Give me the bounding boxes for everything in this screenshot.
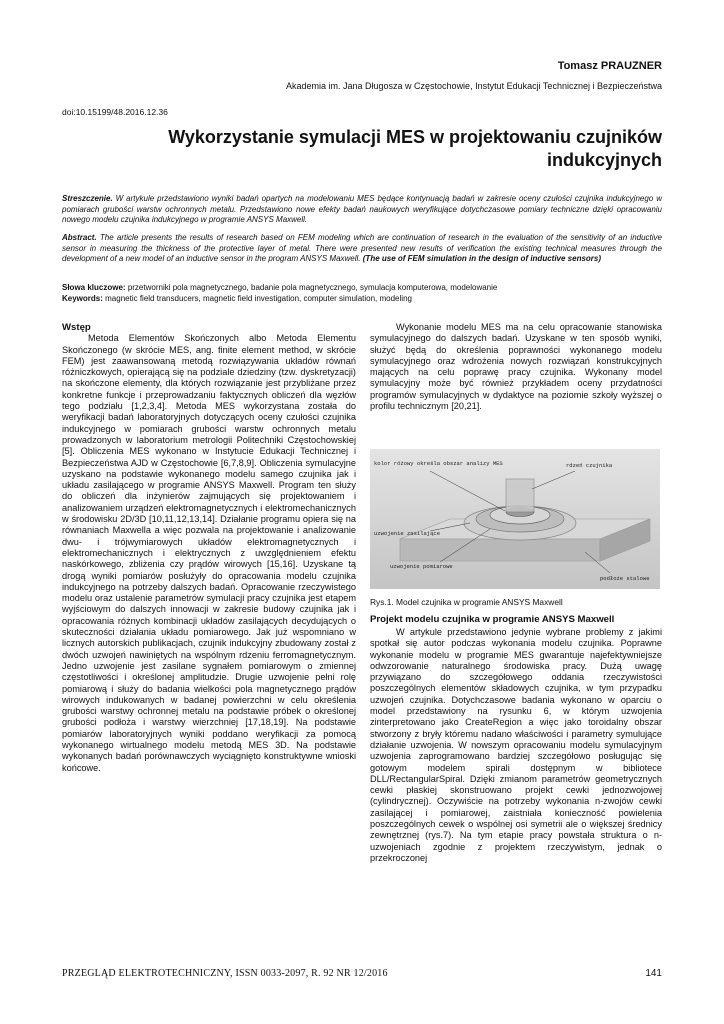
- introduction-text: Metoda Elementów Skończonych albo Metoda Elementu Skończonego (w skrócie MES, ang. finite element method, w skrócie FEM) jest zaawansowaną metodą rozwiązywania układów równań różniczkowych, opierającą się na podziale dziedziny (tzw. dyskretyzacji) na skończone elementy, dla których rozwiązanie jest przybliżane przez konkretne funkcje i przeprowadzaniu faktycznych obliczeń dla węzłów tego podziału [1,2,3,4]. Metoda MES wykorzystana została do weryfikacji badań laboratoryjnych dotyczących oceny czułości czujnika indukcyjnego w pomiarach grubości warstw ochronnych metalu prowadzonych w laboratorium metrologii Politechniki Częstochowskiej [5]. Obliczenia MES wykonano w Instytucie Edukacji Technicznej i Bezpieczeństwa AJD w Częstochowie [6,7,8,9]. Obliczenia symulacyjne uzyskano na podstawie wykonanego modelu samego czujnika jak i układu zasilającego w programie ANSYS Maxwell. Program ten służy do obliczeń dla inżynierów zajmujących się projektowaniem i analizowaniem urządzeń elektromagnetycznych i elektromechanicznych w środowisku 2D/3D [10,11,12,13,14]. Działanie programu opiera się na równaniach Maxwella a więc pozwala na projektowanie i analizowanie dwu- i trójwymiarowych układów elektromagnetycznych i elektromechanicznych i elektrycznych z uwzględnieniem efektu naskórkowego, zbliżenia czy prądów wirowych [15,16]. Uzyskane tą drogą wyniki pomiarów posłużyły do opracowania modelu czujnika indukcyjnego na potrzeby dalszych badań. Opracowanie rzeczywistego modelu oraz ustalenie parametrów symulacji pracy czujnika jest etapem wyjściowym do dalszych innowacji w zakresie budowy czujnika jak i opracowania różnych kombinacji układów zasilających decydujących o skuteczności działania układu pomiarowego. Jak już wspomniano w licznych autorskich publikacjach, czujnik indukcyjny zbudowany został z dwóch uzwojeń nawiniętych na wspólnym rdzeniu ferromagnetycznym. Jedno uzwojenie jest zasilane sygnałem pomiarowym o zmiennej częstotliwości i określonej amplitudzie. Drugie uzwojenie pełni rolę pomiarową i służy do badania wielkości pola magnetycznego prądów wirowych indukowanych w badanej powierzchni w celu określenia grubości warstwy ochronnej metalu na podstawie próbek o określonej grubości podłoża i warstwy wierzchniej [17,18,19]. Na podstawie pomiarów laboratoryjnych wyniki poddano weryfikacji za pomocą wykonanego wirtualnego modelu metodą MES 3D. Na podstawie wykonanych badań porównawczych wyciągnięto konstruktywne wnioski końcowe.: [62, 333, 356, 773]
- keywords-english-text: magnetic field transducers, magnetic field investigation, computer simulation, modeling: [105, 294, 412, 303]
- sensor-model-illustration: [370, 449, 660, 589]
- paper-title: Wykorzystanie symulacji MES w projektowaniu czujników indukcyjnych: [168, 127, 662, 170]
- abstract-english: [62, 233, 662, 265]
- right-intro-text: Wykonanie modelu MES ma na celu opracowanie stanowiska symulacyjnego do dalszych badań. Uzyskane w ten sposób wyniki, służyć będą do określenia poprawności wykonanego modelu symulacyjnego oraz wdrożenia nowych rozwiązań konstrukcyjnych mających na celu poprawę pracy czujnika. Wykonany model symulacyjny może być również przykładem oceny przydatności programów symulacyjnych w dydaktyce na poziomie szkoły wyższej o profilu technicznym [20,21].: [370, 322, 662, 412]
- keywords-polish-label: Słowa kluczowe:: [62, 283, 126, 292]
- section-title-model-design: Projekt modelu czujnika w programie ANSYS Maxwell: [370, 614, 615, 625]
- abstract-polish-text: W artykule przedstawiono wyniki badań opartych na modelowaniu MES będące kontynuacją badań w zakresie oceny czułości czujnika indukcyjnego w pomiarach grubości warstw ochronnych metalu. Przedstawiono nowe efekty badań naukowych weryfikujące dotychczasowe pomiary techniczne dzięki opracowaniu nowego modelu czujnika indukcyjnego w programie ANSYS Maxwell.: [62, 194, 662, 225]
- right-column-intro: [370, 322, 662, 412]
- label-sensor-core: rdzeń czujnika: [566, 462, 613, 469]
- sensor-model-figure: [370, 449, 660, 589]
- author-name: Tomasz PRAUZNER: [557, 60, 662, 72]
- author-affiliation: Akademia im. Jana Długosza w Częstochowie, Instytut Edukacji Technicznej i Bezpieczeństwa: [285, 81, 662, 91]
- footer-journal: PRZEGLĄD ELEKTROTECHNICZNY, ISSN 0033-2097, R. 92 NR 12/2016: [62, 968, 388, 979]
- label-analysis-region: kolor różowy określa obszar analizy MES: [374, 460, 503, 467]
- keywords-english-label: Keywords:: [62, 294, 103, 303]
- abstract-polish-label: Streszczenie.: [62, 194, 113, 203]
- model-design-text: W artykule przedstawiono jedynie wybrane problemy z jakimi spotkał się autor podczas wykonania modelu czujnika. Poprawne wykonanie modelu w programie MES gwarantuje najefektywniejsze odwzorowanie naturalnego środowiska pracy. Dużą uwagę przywiązano do szczegółowego oddania rzeczywistości poszczególnych elementów składowych czujnika, w tym przypadku uzwojeń czujnika. Dotychczasowe badania wykonano w oparciu o model przedstawiony na rysunku 6, w którym uzwojenia zinterpretowano jako CreateRegion a więc jako toroidalny obszar stworzony z bryły któremu nadano właściwości i parametry symulujące działanie uzwojenia. W nowszym opracowaniu modelu symulacyjnym uzwojenia zaprogramowano bardziej szczegółowo posługując się gotowym modelem spirali dostępnym w bibliotece DLL/RectangularSpiral. Dzięki zmianom parametrów geometrycznych cewki płaskiej skonstruowano projekt cewki jednozwojowej (cylindrycznej). Oczywiście na potrzeby wykonania n-zwojów cewki zasilającej i pomiarowej, zaistniała konieczność powielenia poszczególnych cewek o wspólnej osi symetrii ale o większej średnicy zewnętrznej (rys.7). Na tym etapie pracy powstała struktura o n-uzwojeniach zgodnie z projektem rzeczywistym, jednak o przekroczonej: [370, 627, 662, 863]
- core-column: [506, 479, 534, 512]
- abstract-english-title: (The use of FEM simulation in the design of inductive sensors): [362, 254, 602, 264]
- label-measuring-winding: uzwojenie pomiarowe: [390, 563, 453, 570]
- page-number: 141: [645, 968, 662, 979]
- label-steel-base: podłoże stalowe: [600, 575, 650, 582]
- keywords-polish: [62, 283, 662, 294]
- steel-base-front: [400, 539, 600, 561]
- abstract-polish: [62, 194, 662, 226]
- keywords-english: [62, 294, 662, 305]
- keywords-polish-text: przetworniki pola magnetycznego, badanie pola magnetycznego, symulacja komputerowa, modelowanie: [127, 283, 498, 292]
- figure-caption: Rys.1. Model czujnika w programie ANSYS Maxwell: [370, 597, 563, 607]
- doi[interactable]: doi:10.15199/48.2016.12.36: [62, 107, 168, 117]
- section-title-introduction: Wstęp: [62, 322, 91, 333]
- abstract-english-label: Abstract.: [62, 233, 97, 242]
- label-supply-winding: uzwojenie zasilające: [374, 530, 441, 537]
- right-column-section2: [370, 627, 662, 864]
- left-column: [62, 322, 356, 774]
- abstract-english-text: The article presents the results of research based on FEM modeling which are continuation of research in the evaluation of the sensitivity of an inductive sensor in measuring the thickness of the protective layer of metal. There were presented new results of verification the existing technical measures through the development of a new model of an inductive sensor in the program ANSYS Maxwell.: [62, 233, 662, 264]
